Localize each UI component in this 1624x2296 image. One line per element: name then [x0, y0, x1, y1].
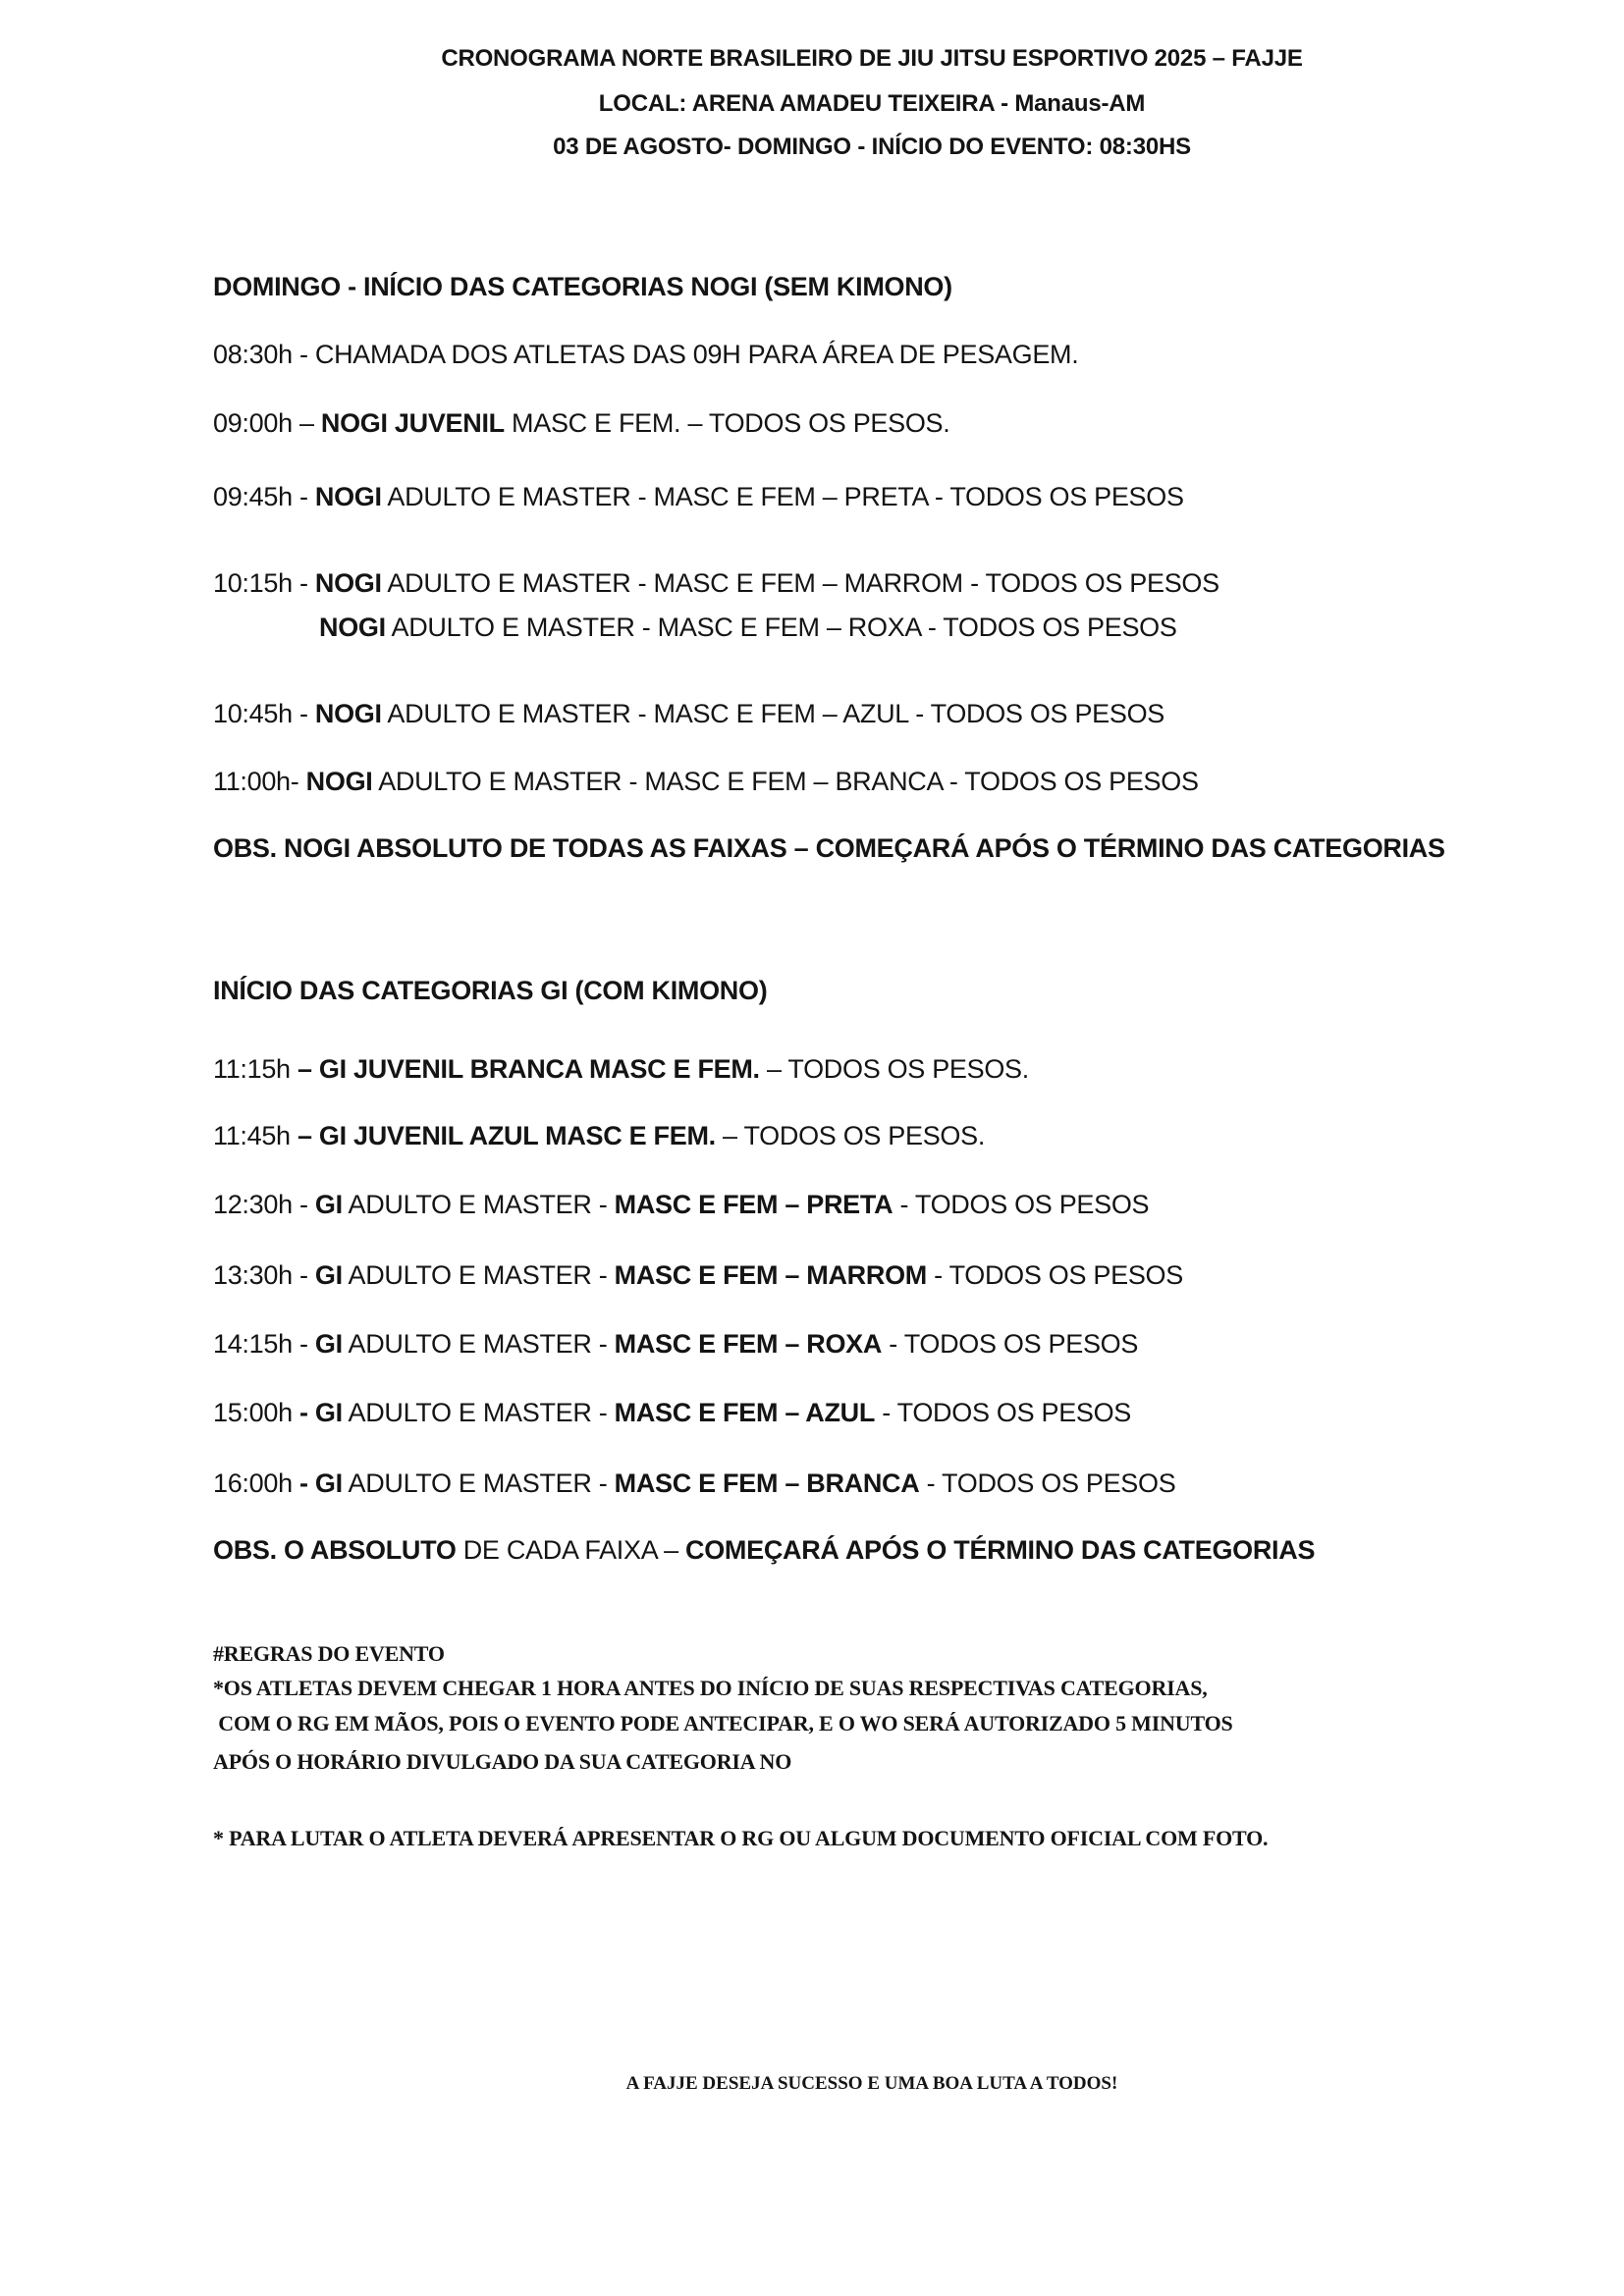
document-location: LOCAL: ARENA AMADEU TEIXEIRA - Manaus-AM [598, 90, 1146, 117]
belt-bold-text: MASC E FEM – AZUL [614, 1398, 876, 1427]
time-text: 11:00h- [213, 767, 306, 796]
category-bold-text: GI [314, 1329, 343, 1359]
schedule-item-1230-gi-preta [213, 1189, 1149, 1222]
rules-heading: #REGRAS DO EVENTO [213, 1641, 445, 1666]
detail-text: ADULTO E MASTER - [342, 1468, 615, 1498]
category-bold-text: GI [314, 1260, 343, 1290]
rule-arrival-line1: *OS ATLETAS DEVEM CHEGAR 1 HORA ANTES DO INÍCIO DE SUAS RESPECTIVAS CATEGORIAS, [213, 1676, 1208, 1700]
detail-text: - TODOS OS PESOS [926, 1260, 1183, 1290]
document-date: 03 DE AGOSTO- DOMINGO - INÍCIO DO EVENTO: 08:30HS [553, 133, 1191, 160]
schedule-item-0900-nogi-juvenil [213, 407, 949, 441]
detail-text: ADULTO E MASTER - [342, 1190, 615, 1219]
schedule-item-1145-gi-juvenil-azul [213, 1120, 985, 1153]
category-bold-text: – GI JUVENIL AZUL MASC E FEM. [297, 1121, 716, 1150]
detail-text: ADULTO E MASTER - MASC E FEM – MARROM - TODOS OS PESOS [381, 568, 1219, 598]
schedule-item-1415-gi-roxa [213, 1328, 1138, 1362]
time-text: 11:45h [213, 1121, 298, 1150]
rule-arrival-line2: COM O RG EM MÃOS, POIS O EVENTO PODE ANTECIPAR, E O WO SERÁ AUTORIZADO 5 MINUTOS [213, 1711, 1233, 1735]
time-text: 09:00h – [213, 408, 321, 438]
footer-message: A FAJJE DESEJA SUCESSO E UMA BOA LUTA A TODOS! [625, 2073, 1118, 2094]
gi-section-heading: INÍCIO DAS CATEGORIAS GI (COM KIMONO) [213, 976, 768, 1005]
schedule-item-nogi-roxa [319, 612, 1177, 645]
time-text: 14:15h - [213, 1329, 315, 1359]
rule-arrival-line3: APÓS O HORÁRIO DIVULGADO DA SUA CATEGORIA NO [213, 1749, 792, 1774]
category-bold-text: – GI JUVENIL BRANCA MASC E FEM. [297, 1054, 760, 1084]
note-regular-text: DE CADA FAIXA – [456, 1535, 686, 1565]
category-bold-text: - GI [298, 1398, 343, 1427]
category-bold-text: NOGI [314, 699, 382, 728]
detail-text: ADULTO E MASTER - [342, 1329, 615, 1359]
detail-text: ADULTO E MASTER - [342, 1260, 615, 1290]
schedule-item-0830-weighin: 08:30h - CHAMADA DOS ATLETAS DAS 09H PARA ÁREA DE PESAGEM. [213, 340, 1079, 369]
nogi-section-heading: DOMINGO - INÍCIO DAS CATEGORIAS NOGI (SEM KIMONO) [213, 272, 952, 301]
category-bold-text: NOGI [314, 482, 382, 511]
detail-text: - TODOS OS PESOS [882, 1329, 1139, 1359]
schedule-item-1115-gi-juvenil-branca [213, 1053, 1029, 1087]
detail-text: - TODOS OS PESOS [875, 1398, 1132, 1427]
detail-text: - TODOS OS PESOS [893, 1190, 1150, 1219]
note-bold-text: OBS. O ABSOLUTO [213, 1535, 457, 1565]
schedule-item-1045-nogi-azul [213, 698, 1164, 731]
time-text: 10:15h - [213, 568, 315, 598]
schedule-item-1500-gi-azul [213, 1397, 1131, 1430]
category-bold-text: GI [314, 1190, 343, 1219]
schedule-item-1600-gi-branca [213, 1468, 1175, 1501]
detail-text: ADULTO E MASTER - MASC E FEM – PRETA - TODOS OS PESOS [381, 482, 1184, 511]
rule-document-needed: * PARA LUTAR O ATLETA DEVERÁ APRESENTAR O RG OU ALGUM DOCUMENTO OFICIAL COM FOTO. [213, 1826, 1269, 1850]
detail-text: ADULTO E MASTER - MASC E FEM – AZUL - TODOS OS PESOS [381, 699, 1164, 728]
nogi-absoluto-note: OBS. NOGI ABSOLUTO DE TODAS AS FAIXAS – COMEÇARÁ APÓS O TÉRMINO DAS CATEGORIAS [213, 833, 1445, 863]
time-text: 09:45h - [213, 482, 315, 511]
belt-bold-text: MASC E FEM – BRANCA [614, 1468, 920, 1498]
schedule-item-0945-nogi-preta [213, 481, 1184, 514]
category-bold-text: NOGI [314, 568, 382, 598]
detail-text: ADULTO E MASTER - [342, 1398, 615, 1427]
schedule-item-1330-gi-marrom [213, 1259, 1183, 1293]
belt-bold-text: MASC E FEM – ROXA [614, 1329, 883, 1359]
time-text: 15:00h [213, 1398, 299, 1427]
schedule-item-1015-nogi-marrom [213, 567, 1219, 601]
schedule-item-1100-nogi-branca [213, 766, 1199, 799]
category-bold-text: NOGI [305, 767, 373, 796]
detail-text: ADULTO E MASTER - MASC E FEM – BRANCA - TODOS OS PESOS [372, 767, 1199, 796]
time-text: 12:30h - [213, 1190, 315, 1219]
category-bold-text: NOGI JUVENIL [320, 408, 505, 438]
time-text: 11:15h [213, 1054, 298, 1084]
detail-text: – TODOS OS PESOS. [759, 1054, 1029, 1084]
category-bold-text: NOGI [319, 613, 386, 642]
time-text: 13:30h - [213, 1260, 315, 1290]
belt-bold-text: MASC E FEM – MARROM [614, 1260, 927, 1290]
detail-text: - TODOS OS PESOS [919, 1468, 1176, 1498]
belt-bold-text: MASC E FEM – PRETA [614, 1190, 893, 1219]
detail-text: MASC E FEM. – TODOS OS PESOS. [504, 408, 950, 438]
document-title: CRONOGRAMA NORTE BRASILEIRO DE JIU JITSU ESPORTIVO 2025 – FAJJE [441, 45, 1303, 72]
note-bold-text: COMEÇARÁ APÓS O TÉRMINO DAS CATEGORIAS [685, 1535, 1316, 1565]
detail-text: – TODOS OS PESOS. [715, 1121, 986, 1150]
time-text: 16:00h [213, 1468, 299, 1498]
gi-absoluto-note [213, 1534, 1315, 1568]
category-bold-text: - GI [298, 1468, 343, 1498]
time-text: 10:45h - [213, 699, 315, 728]
detail-text: ADULTO E MASTER - MASC E FEM – ROXA - TODOS OS PESOS [385, 613, 1177, 642]
